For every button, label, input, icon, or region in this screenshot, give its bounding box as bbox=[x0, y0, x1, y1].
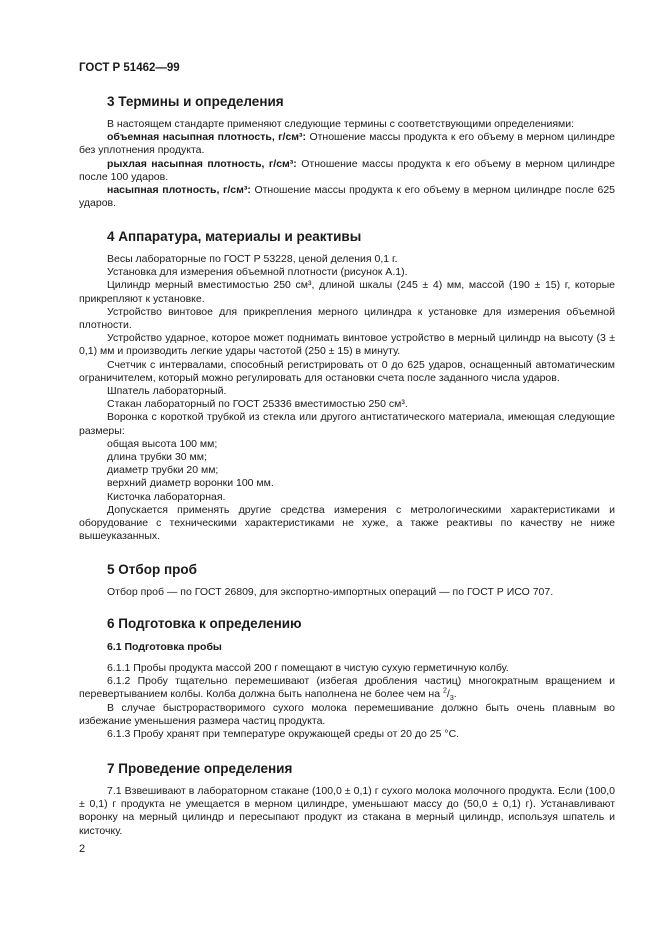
section-7 bbox=[79, 761, 615, 838]
document-header: ГОСТ Р 51462—99 bbox=[79, 62, 180, 74]
section-4-p9: Воронка с короткой трубкой из стекла или другого антистатического материала, имеющая следующие размеры: bbox=[79, 411, 615, 437]
page-number: 2 bbox=[79, 843, 86, 855]
funnel-size-4: верхний диаметр воронки 100 мм. bbox=[107, 477, 274, 490]
section-6-title: 6 Подготовка к определению bbox=[107, 616, 302, 631]
section-6-p1: 6.1.1 Пробы продукта массой 200 г помещают в чистую сухую герметичную колбу. bbox=[107, 662, 509, 674]
section-4-p10: Кисточка лабораторная. bbox=[107, 490, 226, 503]
section-4-title: 4 Аппаратура, материалы и реактивы bbox=[107, 229, 362, 244]
term-1 bbox=[79, 131, 615, 157]
section-3-intro: В настоящем стандарте применяют следующие термины с соответствующими определениями: bbox=[107, 118, 575, 130]
section-4-p8: Стакан лабораторный по ГОСТ 25336 вместимостью 250 см³. bbox=[107, 398, 408, 411]
funnel-size-2: длина трубки 30 мм; bbox=[107, 451, 207, 464]
section-4-p5: Устройство ударное, которое может поднимать винтовое устройство в мерный цилиндр на высоту (3 ± 0,1) мм и производить легкие удары частотой (250 ± 15) в минуту. bbox=[79, 332, 615, 358]
section-4-p11: Допускается применять другие средства измерения с метрологическими характеристиками и оборудование с техническими характеристиками не хуже, а также реактивы по качеству не ниже вышеуказанных. bbox=[79, 503, 615, 543]
section-3 bbox=[79, 94, 615, 210]
section-6-p2-text: 6.1.2 Пробу тщательно перемешивают (избегая дробления частиц) многократным вращением и перевертыванием колбы. Колба должна быть наполнена не более чем на bbox=[79, 675, 615, 701]
section-5-p1: Отбор проб — по ГОСТ 26809, для экспортно-импортных операций — по ГОСТ Р ИСО 707. bbox=[107, 586, 554, 598]
term-2-name: рыхлая насыпная плотность, г/см³: bbox=[107, 157, 297, 170]
funnel-size-1: общая высота 100 мм; bbox=[107, 437, 218, 450]
term-3-definition: Отношение массы продукта к его объему в мерном цилиндре после 625 ударов. bbox=[79, 184, 616, 210]
section-5 bbox=[79, 562, 615, 599]
section-6-p4: 6.1.3 Пробу хранят при температуре окружающей среды от 20 до 25 °С. bbox=[107, 728, 460, 741]
section-4-p6: Счетчик с интервалами, способный регистрировать от 0 до 625 ударов, оснащенный автоматическим ограничителем, который можно регулировать для остановки счета после заданного числа ударов. bbox=[79, 358, 615, 384]
fraction-numerator: 2 bbox=[443, 687, 447, 695]
section-6-p2-end: . bbox=[453, 688, 457, 701]
section-7-p1: 7.1 Взвешивают в лабораторном стакане (100,0 ± 0,1) г сухого молока молочного продукта. Если (100,0 ± 0,1) г продукта не умещается в мерном цилиндре, уменьшают массу до (50,0 ± 0,1) г). Устанавливают воронку на мерный цилиндр и пересыпают продукт из стакана в мерный цилиндр, используя шпатель и кисточку. bbox=[79, 785, 615, 837]
term-1-definition: Отношение массы продукта к его объему в мерном цилиндре без уплотнения продукта. bbox=[79, 131, 615, 157]
section-4-p1: Весы лабораторные по ГОСТ Р 53228, ценой деления 0,1 г. bbox=[107, 253, 398, 265]
section-4-p3: Цилиндр мерный вместимостью 250 см³, длиной шкалы (245 ± 4) мм, массой (190 ± 15) г, которые прикрепляют к установке. bbox=[79, 279, 615, 305]
subsection-6-1-title: 6.1 Подготовка пробы bbox=[107, 641, 222, 653]
section-4 bbox=[79, 229, 615, 543]
fraction-denominator: 3 bbox=[449, 695, 454, 703]
section-4-p4: Устройство винтовое для прикрепления мерного цилиндра к установке для измерения объемной плотности. bbox=[79, 305, 615, 332]
section-3-title: 3 Термины и определения bbox=[107, 94, 284, 109]
term-2 bbox=[79, 158, 615, 184]
section-4-p2: Установка для измерения объемной плотности (рисунок А.1). bbox=[107, 266, 408, 279]
section-7-title: 7 Проведение определения bbox=[107, 761, 293, 776]
section-4-p7: Шпатель лабораторный. bbox=[107, 385, 227, 398]
term-3-name: насыпная плотность, г/см³: bbox=[107, 184, 251, 197]
funnel-size-3: диаметр трубки 20 мм; bbox=[107, 464, 219, 477]
section-6-p2: 6.1.2 Пробу тщательно перемешивают (избегая дробления частиц) многократным вращением и перевертыванием колбы. Колба должна быть наполнена не более чем на $^2/_3$. bbox=[79, 675, 615, 703]
section-6 bbox=[79, 616, 615, 741]
term-1-name: объемная насыпная плотность, г/см³: bbox=[107, 131, 307, 144]
section-5-title: 5 Отбор проб bbox=[107, 562, 197, 577]
term-2-definition: Отношение массы продукта к его объему в мерном цилиндре после 100 ударов. bbox=[79, 157, 616, 183]
section-6-p3: В случае быстрорастворимого сухого молока перемешивание должно быть очень плавным во избежание уменьшения размера частиц продукта. bbox=[79, 701, 615, 727]
term-3 bbox=[79, 184, 615, 210]
